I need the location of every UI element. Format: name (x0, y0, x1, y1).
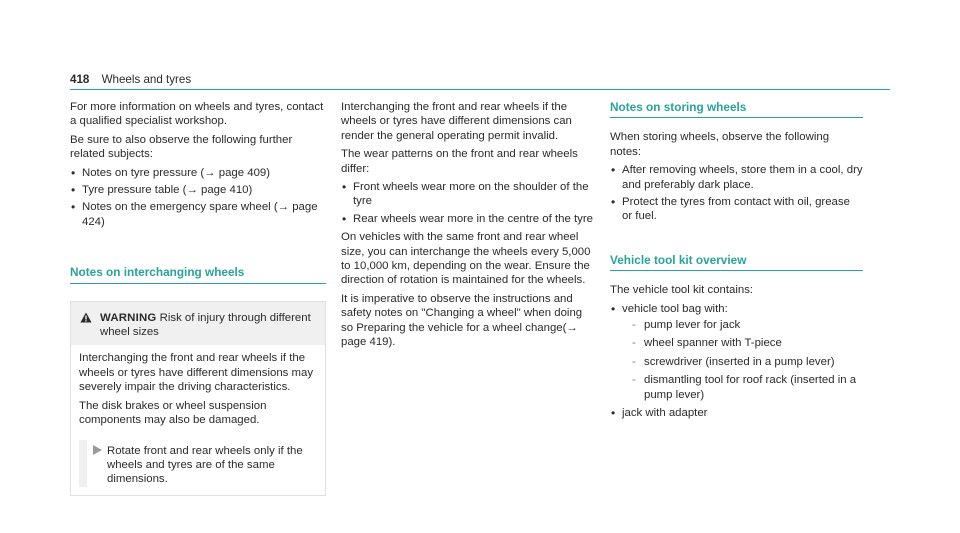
warning-action-text: Rotate front and rear wheels only if the wheels and tyres are of the same dimensions. (107, 444, 303, 486)
warning-action (79, 440, 317, 487)
warning-triangle-icon (80, 312, 92, 327)
intro-paragraph: For more information on wheels and tyres, contact a qualified specialist workshop. (70, 101, 324, 128)
see-also-paragraph: Be sure to also observe the following further related subjects: (70, 133, 293, 161)
wear-pattern-list (341, 180, 593, 226)
storing-item-1: • After removing wheels, store them in a cool, dry and preferably dark place. (610, 163, 863, 192)
tool-bag-item (610, 302, 863, 402)
tool-bag-content-item: - screwdriver (inserted in a pump lever) (622, 355, 863, 369)
warning-para-2: The disk brakes or wheel suspension components may also be damaged. (79, 399, 267, 427)
page-number: 418 (70, 73, 90, 86)
play-arrow-icon (93, 445, 102, 459)
storing-intro: When storing wheels, observe the following notes: (610, 131, 830, 158)
warning-header (71, 302, 325, 346)
col2-para-3: On vehicles with the same front and rear wheel size, you can interchange the wheels every 5,000 to 10,000 km, depending on the wear. Ensure the direction of rotation is maintained for the wheels. (341, 231, 591, 287)
section-title-interchanging: Notes on interchanging wheels (70, 265, 326, 283)
wear-rear-item: • Rear wheels wear more in the centre of the tyre (341, 212, 593, 226)
col2-para-1: Interchanging the front and rear wheels if the wheels or tyres have different dimensions can render the general operating permit invalid. (341, 101, 572, 142)
col2-para-2: The wear patterns on the front and rear wheels differ: (341, 148, 578, 175)
tool-bag-content-item: - wheel spanner with T-piece (622, 336, 863, 350)
tool-bag-contents (622, 318, 863, 402)
header-divider (70, 89, 890, 90)
tool-bag-content-item: - dismantling tool for roof rack (inserted in a pump lever) (622, 373, 863, 402)
column-1 (70, 100, 326, 496)
warning-box (70, 301, 326, 496)
related-links-list (70, 166, 326, 230)
wear-front-item: • Front wheels wear more on the shoulder of the tyre (341, 180, 593, 209)
tool-kit-intro: The vehicle tool kit contains: (610, 284, 754, 297)
related-link-spare-wheel[interactable]: • Notes on the emergency spare wheel (→ page 424) (70, 200, 326, 229)
column-2 (341, 100, 593, 354)
warning-keyword: WARNING (100, 311, 157, 324)
page-title: Wheels and tyres (101, 73, 192, 86)
col2-para-4[interactable]: It is imperative to observe the instructions and safety notes on "Changing a wheel" when doing so Preparing the vehicle for a wheel change(→ page 419). (341, 292, 583, 349)
related-link-pressure-table[interactable]: • Tyre pressure table (→ page 410) (70, 183, 326, 197)
page-header (70, 73, 191, 87)
section-title-storing: Notes on storing wheels (610, 100, 863, 118)
storing-list (610, 163, 863, 224)
column-3 (610, 100, 863, 425)
warning-para-1: Interchanging the front and rear wheels if the wheels or tyres have different dimensions may severely impair the driving characteristics. (79, 352, 314, 394)
section-title-tool-kit: Vehicle tool kit overview (610, 253, 863, 271)
jack-item: • jack with adapter (610, 406, 863, 420)
warning-headline: Risk of injury through different wheel sizes (100, 311, 311, 339)
warning-body (71, 345, 325, 494)
tool-bag-content-item: - pump lever for jack (622, 318, 863, 332)
storing-item-2: • Protect the tyres from contact with oil, grease or fuel. (610, 195, 863, 224)
tool-kit-list (610, 302, 863, 421)
related-link-tyre-pressure[interactable]: • Notes on tyre pressure (→ page 409) (70, 166, 326, 180)
tool-bag-label: vehicle tool bag with: (622, 302, 728, 315)
